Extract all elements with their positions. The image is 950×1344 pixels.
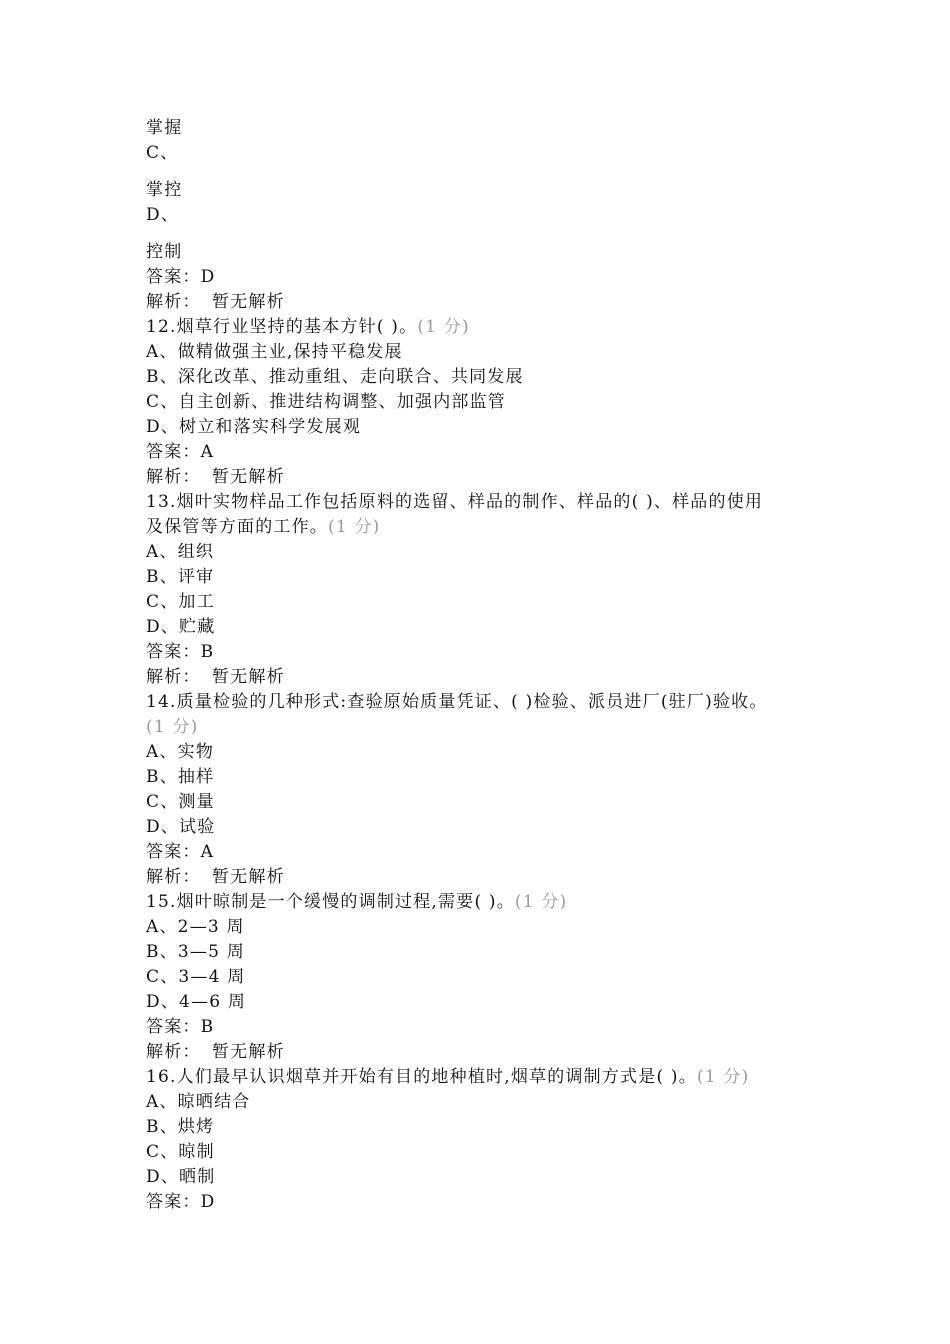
option-line: B、深化改革、推动重组、走向联合、共同发展 [146, 367, 524, 387]
analysis-label: 解析： [146, 667, 201, 687]
option-label: C、 [146, 143, 179, 163]
option-line: D、贮藏 [146, 617, 216, 637]
option-line: A、做精做强主业,保持平稳发展 [146, 342, 403, 362]
analysis-label: 解析： [146, 467, 201, 487]
question-stem [146, 315, 826, 340]
analysis-line [146, 1040, 826, 1065]
option-line: A、实物 [146, 742, 215, 762]
question-score: (1 分) [696, 1067, 750, 1087]
question-text: 及保管等方面的工作。 [146, 517, 328, 537]
question-score: (1 分) [514, 892, 568, 912]
answer-line: 答案：D [146, 1192, 216, 1212]
analysis-line [146, 665, 826, 690]
analysis-label: 解析： [146, 867, 201, 887]
question-text: 13.烟叶实物样品工作包括原料的选留、样品的制作、样品的( )、样品的使用 [146, 492, 764, 512]
option-line: C、3—4 周 [146, 967, 246, 987]
question-text: 14.质量检验的几种形式:查验原始质量凭证、( )检验、派员进厂(驻厂)验收。 [146, 692, 768, 712]
question-stem [146, 890, 826, 915]
option-line: D、试验 [146, 817, 216, 837]
option-line: B、抽样 [146, 767, 215, 787]
analysis-line [146, 865, 826, 890]
question-score: (1 分) [328, 517, 381, 537]
analysis-text: 暂无解析 [212, 1042, 285, 1062]
option-line: D、晒制 [146, 1167, 216, 1187]
question-stem [146, 1065, 826, 1090]
option-text: 控制 [146, 242, 183, 262]
analysis-text: 暂无解析 [212, 467, 285, 487]
question-text: 16.人们最早认识烟草并开始有目的地种植时,烟草的调制方式是( )。 [146, 1067, 697, 1087]
question-score: (1 分) [146, 717, 199, 737]
answer-line: 答案：B [146, 642, 215, 662]
option-line: B、烘烤 [146, 1117, 215, 1137]
option-line: C、晾制 [146, 1142, 215, 1162]
analysis-line [146, 290, 826, 315]
option-line: B、评审 [146, 567, 215, 587]
option-line: C、自主创新、推进结构调整、加强内部监管 [146, 392, 507, 412]
analysis-label: 解析： [146, 292, 201, 312]
exam-page [146, 116, 826, 1215]
option-line: A、组织 [146, 542, 215, 562]
analysis-line [146, 465, 826, 490]
answer-line: 答案：A [146, 442, 215, 462]
option-line: B、3—5 周 [146, 942, 245, 962]
analysis-label: 解析： [146, 1042, 201, 1062]
question-text: 12.烟草行业坚持的基本方针( )。 [146, 317, 418, 337]
option-text: 掌握 [146, 118, 183, 138]
option-text: 掌控 [146, 180, 183, 200]
answer-line: 答案：B [146, 1017, 215, 1037]
option-line: C、测量 [146, 792, 215, 812]
answer-line: 答案：D [146, 267, 216, 287]
option-label: D、 [146, 205, 180, 225]
question-text: 15.烟叶晾制是一个缓慢的调制过程,需要( )。 [146, 892, 515, 912]
option-line: A、晾晒结合 [146, 1092, 251, 1112]
question-score: (1 分) [417, 317, 470, 337]
option-line: C、加工 [146, 592, 215, 612]
option-line: D、树立和落实科学发展观 [146, 417, 362, 437]
answer-line: 答案：A [146, 842, 215, 862]
option-line: D、4—6 周 [146, 992, 247, 1012]
analysis-text: 暂无解析 [212, 867, 285, 887]
option-line: A、2—3 周 [146, 917, 245, 937]
question-stem [146, 515, 826, 540]
analysis-text: 暂无解析 [212, 667, 285, 687]
analysis-text: 暂无解析 [212, 292, 285, 312]
